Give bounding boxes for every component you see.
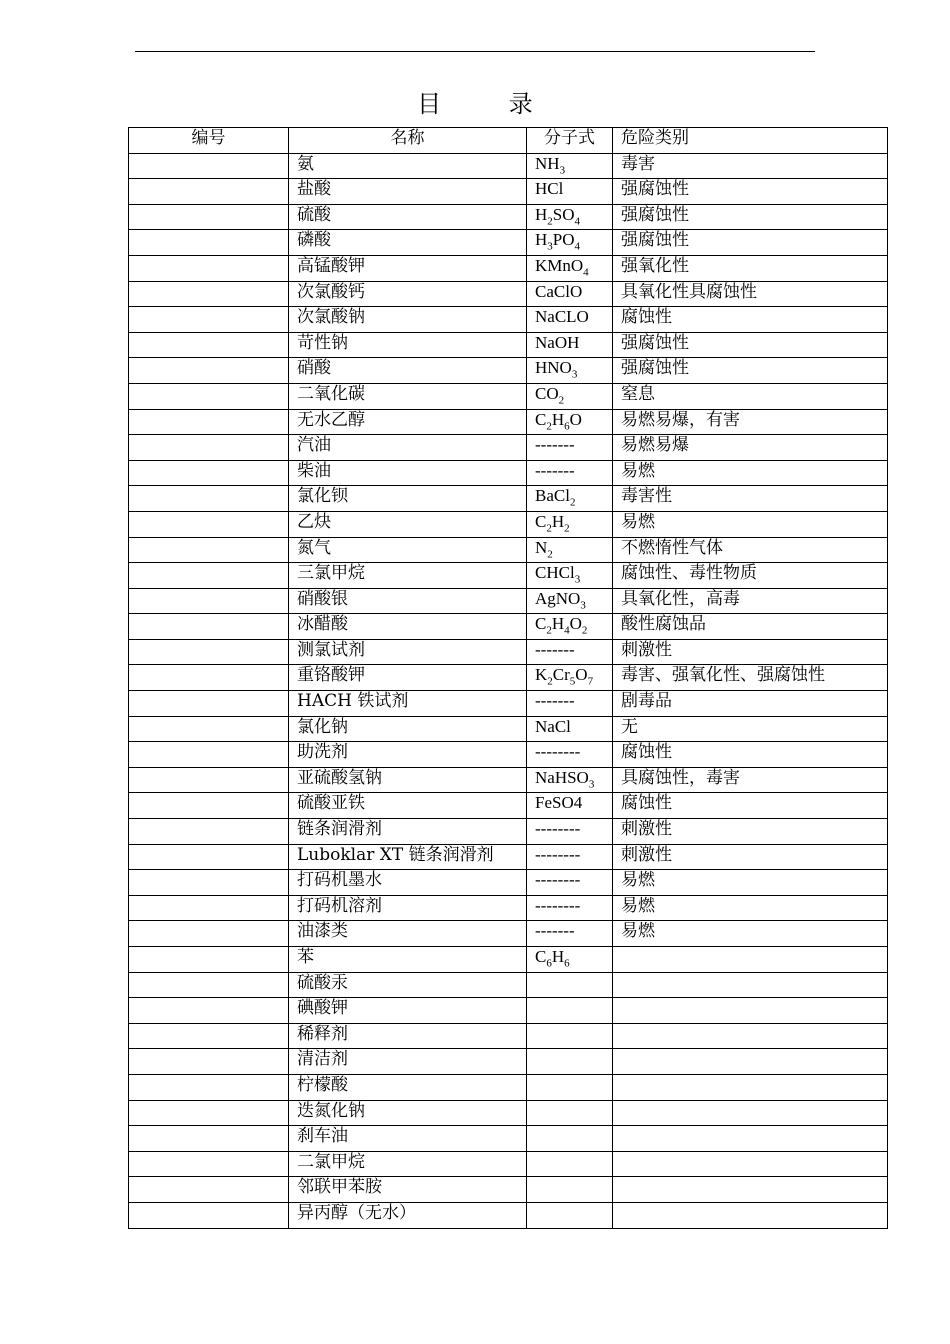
cell-formula: CaClO — [527, 281, 613, 307]
cell-number — [129, 716, 289, 742]
cell-formula — [527, 1202, 613, 1228]
cell-number — [129, 998, 289, 1024]
cell-name: 三氯甲烷 — [289, 563, 527, 589]
cell-number — [129, 1023, 289, 1049]
cell-name: 氨 — [289, 153, 527, 179]
table-row — [129, 793, 888, 819]
cell-formula — [527, 1049, 613, 1075]
cell-name: Luboklar XT 链条润滑剂 — [289, 844, 527, 870]
cell-name: 硝酸 — [289, 358, 527, 384]
cell-formula: -------- — [527, 844, 613, 870]
cell-number — [129, 358, 289, 384]
cell-name: 稀释剂 — [289, 1023, 527, 1049]
cell-hazard: 刺激性 — [613, 844, 888, 870]
cell-hazard — [613, 1151, 888, 1177]
table-row — [129, 511, 888, 537]
table-row — [129, 153, 888, 179]
cell-name: 柠檬酸 — [289, 1074, 527, 1100]
cell-name: 碘酸钾 — [289, 998, 527, 1024]
table-row — [129, 614, 888, 640]
table-row — [129, 1074, 888, 1100]
cell-formula — [527, 1177, 613, 1203]
table-row — [129, 307, 888, 333]
cell-number — [129, 972, 289, 998]
cell-formula — [527, 972, 613, 998]
cell-number — [129, 947, 289, 973]
table-row — [129, 998, 888, 1024]
cell-hazard — [613, 1074, 888, 1100]
cell-formula: $N_2$ — [527, 537, 613, 563]
cell-hazard: 强腐蚀性 — [613, 204, 888, 230]
cell-hazard: 易燃 — [613, 460, 888, 486]
cell-hazard: 无 — [613, 716, 888, 742]
cell-hazard: 刺激性 — [613, 819, 888, 845]
table-row — [129, 588, 888, 614]
cell-hazard — [613, 998, 888, 1024]
cell-name: 盐酸 — [289, 179, 527, 205]
cell-hazard: 易燃 — [613, 870, 888, 896]
cell-hazard — [613, 1100, 888, 1126]
table-row — [129, 742, 888, 768]
cell-name: 迭氮化钠 — [289, 1100, 527, 1126]
cell-formula — [527, 1023, 613, 1049]
cell-name: HACH 铁试剂 — [289, 691, 527, 717]
cell-hazard — [613, 1023, 888, 1049]
cell-hazard: 剧毒品 — [613, 691, 888, 717]
cell-formula: $C_2H_6O$ — [527, 409, 613, 435]
cell-hazard: 具氧化性，高毒 — [613, 588, 888, 614]
cell-hazard: 腐蚀性 — [613, 307, 888, 333]
cell-number — [129, 639, 289, 665]
cell-hazard: 具腐蚀性，毒害 — [613, 767, 888, 793]
table-row — [129, 1126, 888, 1152]
table-row — [129, 204, 888, 230]
cell-hazard: 强腐蚀性 — [613, 358, 888, 384]
cell-number — [129, 435, 289, 461]
cell-formula — [527, 998, 613, 1024]
cell-formula: AgNO$_3$ — [527, 588, 613, 614]
cell-name: 苛性钠 — [289, 332, 527, 358]
cell-number — [129, 921, 289, 947]
cell-formula: NaCLO — [527, 307, 613, 333]
cell-hazard: 毒害性 — [613, 486, 888, 512]
cell-name: 打码机溶剂 — [289, 895, 527, 921]
cell-number — [129, 614, 289, 640]
cell-number — [129, 511, 289, 537]
cell-name: 二氯甲烷 — [289, 1151, 527, 1177]
table-row — [129, 639, 888, 665]
table-row — [129, 1177, 888, 1203]
cell-formula: ------- — [527, 460, 613, 486]
column-header-hazard: 危险类别 — [613, 128, 888, 154]
cell-number — [129, 409, 289, 435]
cell-hazard: 腐蚀性 — [613, 793, 888, 819]
table-row — [129, 383, 888, 409]
cell-formula: $C_2H_4O_2$ — [527, 614, 613, 640]
cell-hazard: 刺激性 — [613, 639, 888, 665]
cell-hazard — [613, 1049, 888, 1075]
cell-number — [129, 844, 289, 870]
cell-name: 清洁剂 — [289, 1049, 527, 1075]
cell-name: 苯 — [289, 947, 527, 973]
cell-number — [129, 1100, 289, 1126]
cell-formula — [527, 1074, 613, 1100]
cell-name: 柴油 — [289, 460, 527, 486]
column-header-number: 编号 — [129, 128, 289, 154]
cell-name: 油漆类 — [289, 921, 527, 947]
cell-hazard: 易燃易爆 — [613, 435, 888, 461]
cell-formula: FeSO4 — [527, 793, 613, 819]
cell-number — [129, 1151, 289, 1177]
cell-name: 亚硫酸氢钠 — [289, 767, 527, 793]
cell-name: 次氯酸钙 — [289, 281, 527, 307]
cell-formula: NaOH — [527, 332, 613, 358]
cell-formula: $C_6H_6$ — [527, 947, 613, 973]
cell-formula: ------- — [527, 435, 613, 461]
table-row — [129, 563, 888, 589]
cell-number — [129, 691, 289, 717]
table-row — [129, 972, 888, 998]
cell-hazard: 易燃 — [613, 895, 888, 921]
table-row — [129, 819, 888, 845]
page-title: 目 录 — [417, 90, 563, 118]
table-row — [129, 870, 888, 896]
cell-hazard: 易燃易爆，有害 — [613, 409, 888, 435]
cell-number — [129, 307, 289, 333]
cell-number — [129, 460, 289, 486]
cell-name: 测氯试剂 — [289, 639, 527, 665]
cell-formula: -------- — [527, 819, 613, 845]
cell-number — [129, 742, 289, 768]
cell-number — [129, 332, 289, 358]
cell-number — [129, 537, 289, 563]
cell-formula — [527, 1151, 613, 1177]
table-row — [129, 537, 888, 563]
cell-number — [129, 1202, 289, 1228]
table-row — [129, 844, 888, 870]
cell-formula: -------- — [527, 870, 613, 896]
cell-number — [129, 793, 289, 819]
cell-name: 氮气 — [289, 537, 527, 563]
table-row — [129, 486, 888, 512]
cell-formula: NaHSO$_3$ — [527, 767, 613, 793]
cell-hazard: 强氧化性 — [613, 255, 888, 281]
cell-name: 二氧化碳 — [289, 383, 527, 409]
table-row — [129, 691, 888, 717]
table-row — [129, 947, 888, 973]
cell-formula: NaCl — [527, 716, 613, 742]
cell-name: 乙炔 — [289, 511, 527, 537]
cell-name: 氯化钡 — [289, 486, 527, 512]
cell-number — [129, 1126, 289, 1152]
cell-number — [129, 204, 289, 230]
table-row — [129, 230, 888, 256]
cell-formula: HCl — [527, 179, 613, 205]
cell-number — [129, 1074, 289, 1100]
cell-hazard: 毒害 — [613, 153, 888, 179]
cell-formula: $K_2Cr_5O_7$ — [527, 665, 613, 691]
table-row — [129, 895, 888, 921]
cell-formula: ------- — [527, 921, 613, 947]
header-rule — [135, 51, 815, 52]
cell-hazard — [613, 972, 888, 998]
column-header-formula: 分子式 — [527, 128, 613, 154]
cell-hazard: 窒息 — [613, 383, 888, 409]
cell-hazard — [613, 1126, 888, 1152]
cell-formula — [527, 1100, 613, 1126]
cell-number — [129, 1049, 289, 1075]
table-row — [129, 921, 888, 947]
table-row — [129, 767, 888, 793]
cell-hazard: 强腐蚀性 — [613, 230, 888, 256]
table-header-row — [129, 128, 888, 154]
cell-name: 硝酸银 — [289, 588, 527, 614]
cell-formula: CHCl$_3$ — [527, 563, 613, 589]
cell-hazard — [613, 1202, 888, 1228]
cell-hazard: 具氧化性具腐蚀性 — [613, 281, 888, 307]
table-row — [129, 409, 888, 435]
cell-name: 磷酸 — [289, 230, 527, 256]
table-row — [129, 332, 888, 358]
table-row — [129, 1023, 888, 1049]
cell-formula: KMnO$_4$ — [527, 255, 613, 281]
table-row — [129, 460, 888, 486]
table-row — [129, 435, 888, 461]
cell-hazard: 腐蚀性、毒性物质 — [613, 563, 888, 589]
table-row — [129, 716, 888, 742]
table-row — [129, 179, 888, 205]
cell-number — [129, 1177, 289, 1203]
cell-number — [129, 153, 289, 179]
cell-formula: $H_3PO_4$ — [527, 230, 613, 256]
cell-formula: $H_2SO_4$ — [527, 204, 613, 230]
cell-number — [129, 230, 289, 256]
table-row — [129, 1049, 888, 1075]
table-row — [129, 1202, 888, 1228]
cell-hazard — [613, 1177, 888, 1203]
table-row — [129, 281, 888, 307]
cell-name: 汽油 — [289, 435, 527, 461]
cell-formula: ------- — [527, 691, 613, 717]
cell-number — [129, 588, 289, 614]
cell-number — [129, 563, 289, 589]
cell-formula: $C_2H_2$ — [527, 511, 613, 537]
cell-name: 邻联甲苯胺 — [289, 1177, 527, 1203]
cell-name: 硫酸亚铁 — [289, 793, 527, 819]
cell-number — [129, 870, 289, 896]
cell-name: 刹车油 — [289, 1126, 527, 1152]
cell-name: 重铬酸钾 — [289, 665, 527, 691]
table-row — [129, 665, 888, 691]
cell-name: 冰醋酸 — [289, 614, 527, 640]
cell-formula: -------- — [527, 742, 613, 768]
cell-formula: ------- — [527, 639, 613, 665]
cell-name: 助洗剂 — [289, 742, 527, 768]
cell-formula: $CO_2$ — [527, 383, 613, 409]
table-row — [129, 1151, 888, 1177]
cell-number — [129, 486, 289, 512]
cell-name: 硫酸 — [289, 204, 527, 230]
table-row — [129, 1100, 888, 1126]
table-row — [129, 255, 888, 281]
cell-number — [129, 383, 289, 409]
cell-hazard: 易燃 — [613, 921, 888, 947]
cell-hazard: 不燃惰性气体 — [613, 537, 888, 563]
cell-number — [129, 767, 289, 793]
cell-number — [129, 281, 289, 307]
cell-formula: $NH_3$ — [527, 153, 613, 179]
cell-hazard: 腐蚀性 — [613, 742, 888, 768]
cell-formula: $HNO_3$ — [527, 358, 613, 384]
cell-name: 硫酸汞 — [289, 972, 527, 998]
cell-name: 氯化钠 — [289, 716, 527, 742]
cell-number — [129, 665, 289, 691]
cell-name: 次氯酸钠 — [289, 307, 527, 333]
cell-hazard: 强腐蚀性 — [613, 179, 888, 205]
cell-name: 无水乙醇 — [289, 409, 527, 435]
cell-hazard — [613, 947, 888, 973]
cell-hazard: 强腐蚀性 — [613, 332, 888, 358]
cell-formula: -------- — [527, 895, 613, 921]
cell-hazard: 易燃 — [613, 511, 888, 537]
cell-name: 高锰酸钾 — [289, 255, 527, 281]
cell-name: 链条润滑剂 — [289, 819, 527, 845]
chemical-catalog-table — [128, 127, 888, 1229]
cell-formula — [527, 1126, 613, 1152]
cell-hazard: 毒害、强氧化性、强腐蚀性 — [613, 665, 888, 691]
cell-number — [129, 895, 289, 921]
cell-number — [129, 179, 289, 205]
cell-formula: BaCl$_2$ — [527, 486, 613, 512]
table-row — [129, 358, 888, 384]
cell-hazard: 酸性腐蚀品 — [613, 614, 888, 640]
cell-name: 异丙醇（无水） — [289, 1202, 527, 1228]
cell-name: 打码机墨水 — [289, 870, 527, 896]
column-header-name: 名称 — [289, 128, 527, 154]
cell-number — [129, 255, 289, 281]
cell-number — [129, 819, 289, 845]
